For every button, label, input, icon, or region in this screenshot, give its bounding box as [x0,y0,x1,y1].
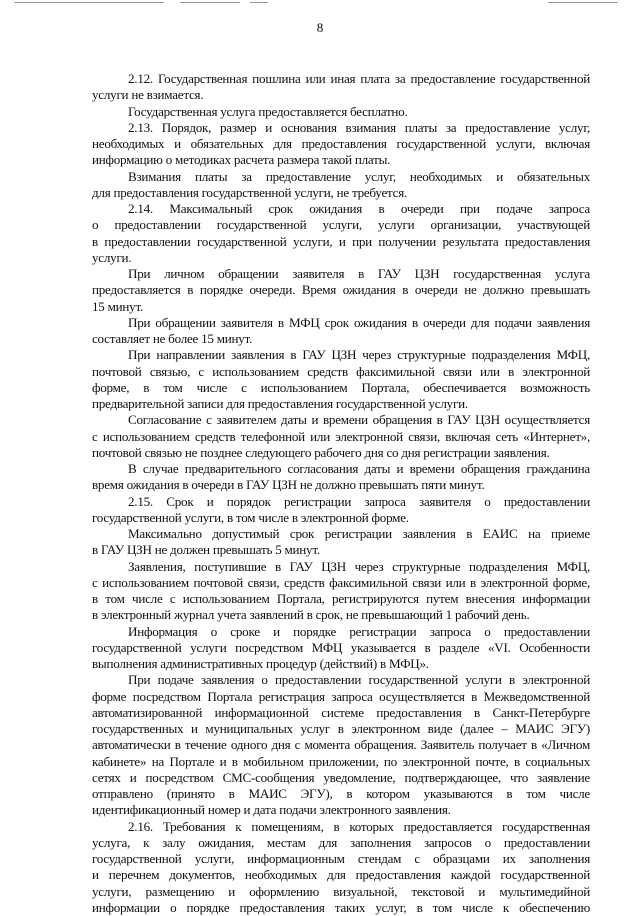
text-line: сетях и посредством СМС-сообщения уведомление, подтверждающее, что заявление [92,769,590,785]
text-line: Взимания платы за предоставление услуг, необходимых и обязательных [128,168,590,184]
text-line: отправлено (принято в МАИС ЭГУ), в котором указываются в том числе [92,786,590,801]
page-number: 8 [316,20,324,35]
text-line: В случае предварительного согласования даты и времени обращения гражданина [128,461,590,476]
text-line: почтовой связью не позднее следующего рабочего дня со дня регистрации заявления. [92,444,550,460]
text-line: При обращении заявителя в МФЦ срок ожидания в очереди для подачи заявления [128,314,590,330]
text-line: услуга, к залу ожидания, местам для заполнения запросов о предоставлении [92,834,590,850]
text-line: услуги, размещению и оформлению визуальной, текстовой и мультимедийной [92,883,590,899]
text-line: время ожидания в очереди в ГАУ ЦЗН не должно превышать пяти минут. [92,477,485,493]
text-line: форме посредством Портала регистрация запроса осуществляется в Межведомственной [92,688,590,704]
scan-header-mark [250,2,268,3]
text-line: При направлении заявления в ГАУ ЦЗН через структурные подразделения МФЦ, [128,347,590,363]
text-line: идентификационный номер и дата подачи электронного заявления. [92,802,451,818]
text-line: для предоставления государственной услуги, не требуется. [92,184,408,200]
text-line: 2.13. Порядок, размер и основания взимания платы за предоставление услуг, [128,119,590,135]
text-line: предоставляется в порядке очереди. Время ожидания в очереди не должно превышать [92,282,590,298]
text-line: кабинете» на Портале и в мобильном приложении, по электронной почте, в социальных [92,753,590,769]
text-line: с использованием средств телефонной или электронной связи, включая сеть «Интернет», [92,428,590,444]
text-line: услуги не взимается. [92,87,204,103]
text-line: Информация о сроке и порядке регистрации запроса о предоставлении [128,623,590,639]
text-line: с использованием почтовой связи, средств факсимильной связи или в электронной форме, [92,574,590,590]
text-line: составляет не более 15 минут. [92,331,253,346]
text-line: необходимых и обязательных для предоставления государственной услуги, включая [92,136,590,151]
text-line: 2.15. Срок и порядок регистрации запроса заявителя о предоставлении [128,493,590,509]
text-line: о предоставлении государственной услуги, услуги организации, участвующей [92,217,590,233]
text-line: форме, в том числе с использованием Портала, обеспечивается возможность [92,379,590,395]
text-line: 15 минут. [92,298,143,314]
scan-header-mark [14,2,164,3]
text-line: в том числе с использованием Портала, регистрируются путем внесения информации [92,591,590,606]
text-line: автоматически в течение одного дня с момента обращения. Заявитель получает в «Личном [92,737,590,753]
text-line: предварительной записи для предоставления государственной услуги. [92,396,468,411]
text-line: информации о порядке предоставления таких услуг, в том числе к обеспечению [92,899,590,915]
text-line: При подаче заявления о предоставлении государственной услуги в электронной [128,672,590,688]
text-line: и перечнем документов, необходимых для предоставления каждой государственной [92,867,590,883]
text-line: Заявления, поступившие в ГАУ ЦЗН через структурные подразделения МФЦ, [128,558,590,574]
scan-header-mark [548,2,618,3]
text-line: почтовой связью, с использованием средств факсимильной связи или в электронной [92,363,590,379]
text-line: в ГАУ ЦЗН не должен превышать 5 минут. [92,542,320,558]
text-line: Максимально допустимый срок регистрации заявления в ЕАИС на приеме [128,526,590,541]
scan-header-mark [180,2,240,3]
document-body [92,71,590,916]
scan-header-strip [0,0,640,10]
text-line: Согласование с заявителем даты и времени обращения в ГАУ ЦЗН осуществляется [128,412,590,428]
text-line: государственной услуги, в том числе в электронной форме. [92,509,409,525]
text-line: выполнения административных процедур (действий) в МФЦ». [92,656,429,671]
text-line: государственных и муниципальных услуг в электронном виде (далее – МАИС ЭГУ) [92,721,590,736]
text-line: в предоставлении государственной услуги, и при получении результата предоставления [92,233,590,249]
text-line: 2.16. Требования к помещениям, в которых предоставляется государственная [128,818,590,834]
text-line: государственной услуги посредством МФЦ указывается в разделе «VI. Особенности [92,639,590,655]
text-line: в электронный журнал учета заявлений в срок, не превышающий 1 рабочий день. [92,607,530,623]
text-line: информацию о методиках расчета размера такой платы. [92,152,391,168]
text-line: автоматизированной информационной системе предоставления в Санкт-Петербурге [92,704,590,720]
text-line: 2.12. Государственная пошлина или иная плата за предоставление государственной [128,71,590,86]
text-line: Государственная услуга предоставляется бесплатно. [128,103,408,119]
text-line: государственной услуги, информационным стендам с образцами их заполнения [92,851,590,866]
text-line: услуги. [92,249,132,265]
text-line: 2.14. Максимальный срок ожидания в очереди при подаче запроса [128,201,590,216]
text-line: При личном обращении заявителя в ГАУ ЦЗН государственная услуга [128,266,590,281]
